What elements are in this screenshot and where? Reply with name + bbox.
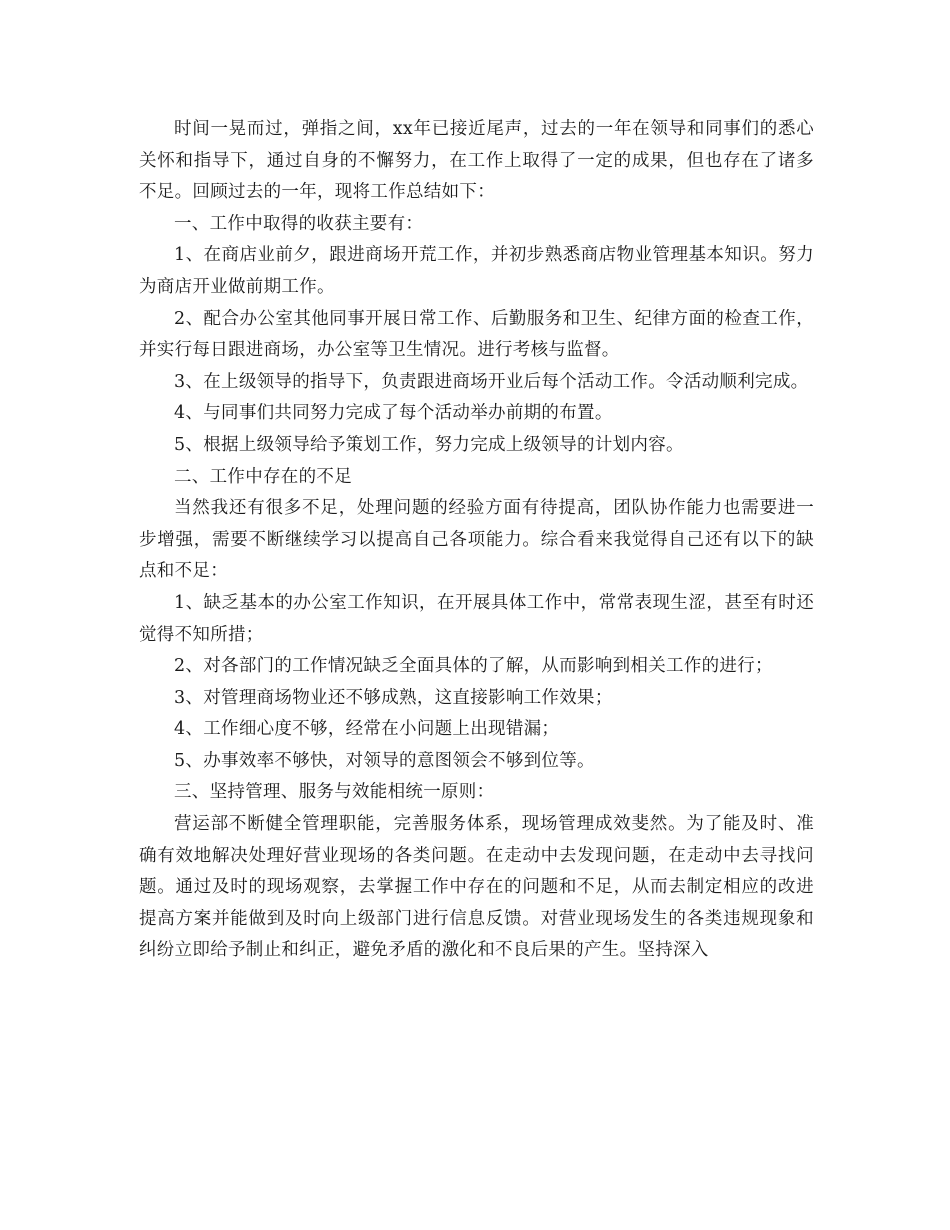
achievement-item: 1、在商店业前夕，跟进商场开荒工作，并初步熟悉商店物业管理基本知识。努力为商店开业做前期工作。 (139, 245, 814, 297)
shortcoming-item: 3、对管理商场物业还不够成熟，这直接影响工作效果； (174, 687, 613, 708)
achievement-item: 2、配合办公室其他同事开展日常工作、后勤服务和卫生、纪律方面的检查工作，并实行每日跟进商场，办公室等卫生情况。进行考核与监督。 (139, 308, 814, 361)
shortcoming-item: 4、工作细心度不够，经常在小问题上出现错漏； (174, 719, 560, 740)
achievement-item: 5、根据上级领导给予策划工作，努力完成上级领导的计划内容。 (174, 434, 684, 455)
section-heading-achievements: 一、工作中取得的收获主要有： (174, 213, 424, 234)
achievement-item: 3、在上级领导的指导下，负责跟进商场开业后每个活动工作。令活动顺利完成。 (174, 371, 809, 392)
shortcoming-item: 1、缺乏基本的办公室工作知识，在开展具体工作中，常常表现生涩，甚至有时还觉得不知所措； (139, 592, 814, 645)
intro-paragraph: 时间一晃而过，弹指之间，xx年已接近尾声，过去的一年在领导和同事们的悉心关怀和指导下，通过自身的不懈努力，在工作上取得了一定的成果，但也存在了诸多不足。回顾过去的一年，现将工作总结如下： (139, 119, 814, 203)
achievement-item: 4、与同事们共同努力完成了每个活动举办前期的布置。 (174, 403, 613, 424)
section-heading-principles: 三、坚持管理、服务与效能相统一原则： (174, 782, 495, 803)
shortcomings-paragraph: 当然我还有很多不足，处理问题的经验方面有待提高，团队协作能力也需要进一步增强，需要不断继续学习以提高自己各项能力。综合看来我觉得自己还有以下的缺点和不足： (139, 498, 814, 582)
shortcoming-item: 5、办事效率不够快，对领导的意图领会不够到位等。 (174, 750, 595, 771)
principles-paragraph: 营运部不断健全管理职能，完善服务体系，现场管理成效斐然。为了能及时、准确有效地解决处理好营业现场的各类问题。在走动中去发现问题，在走动中去寻找问题。通过及时的现场观察，去掌握工作中存在的问题和不足，从而去制定相应的改进提高方案并能做到及时向上级部门进行信息反馈。对营业现场发生的各类违规现象和纠纷立即给予制止和纠正，避免矛盾的激化和不良后果的产生。坚持深入 (139, 814, 814, 961)
shortcoming-item: 2、对各部门的工作情况缺乏全面具体的了解，从而影响到相关工作的进行； (174, 656, 773, 677)
document-body (139, 114, 814, 967)
section-heading-shortcomings: 二、工作中存在的不足 (174, 466, 352, 487)
